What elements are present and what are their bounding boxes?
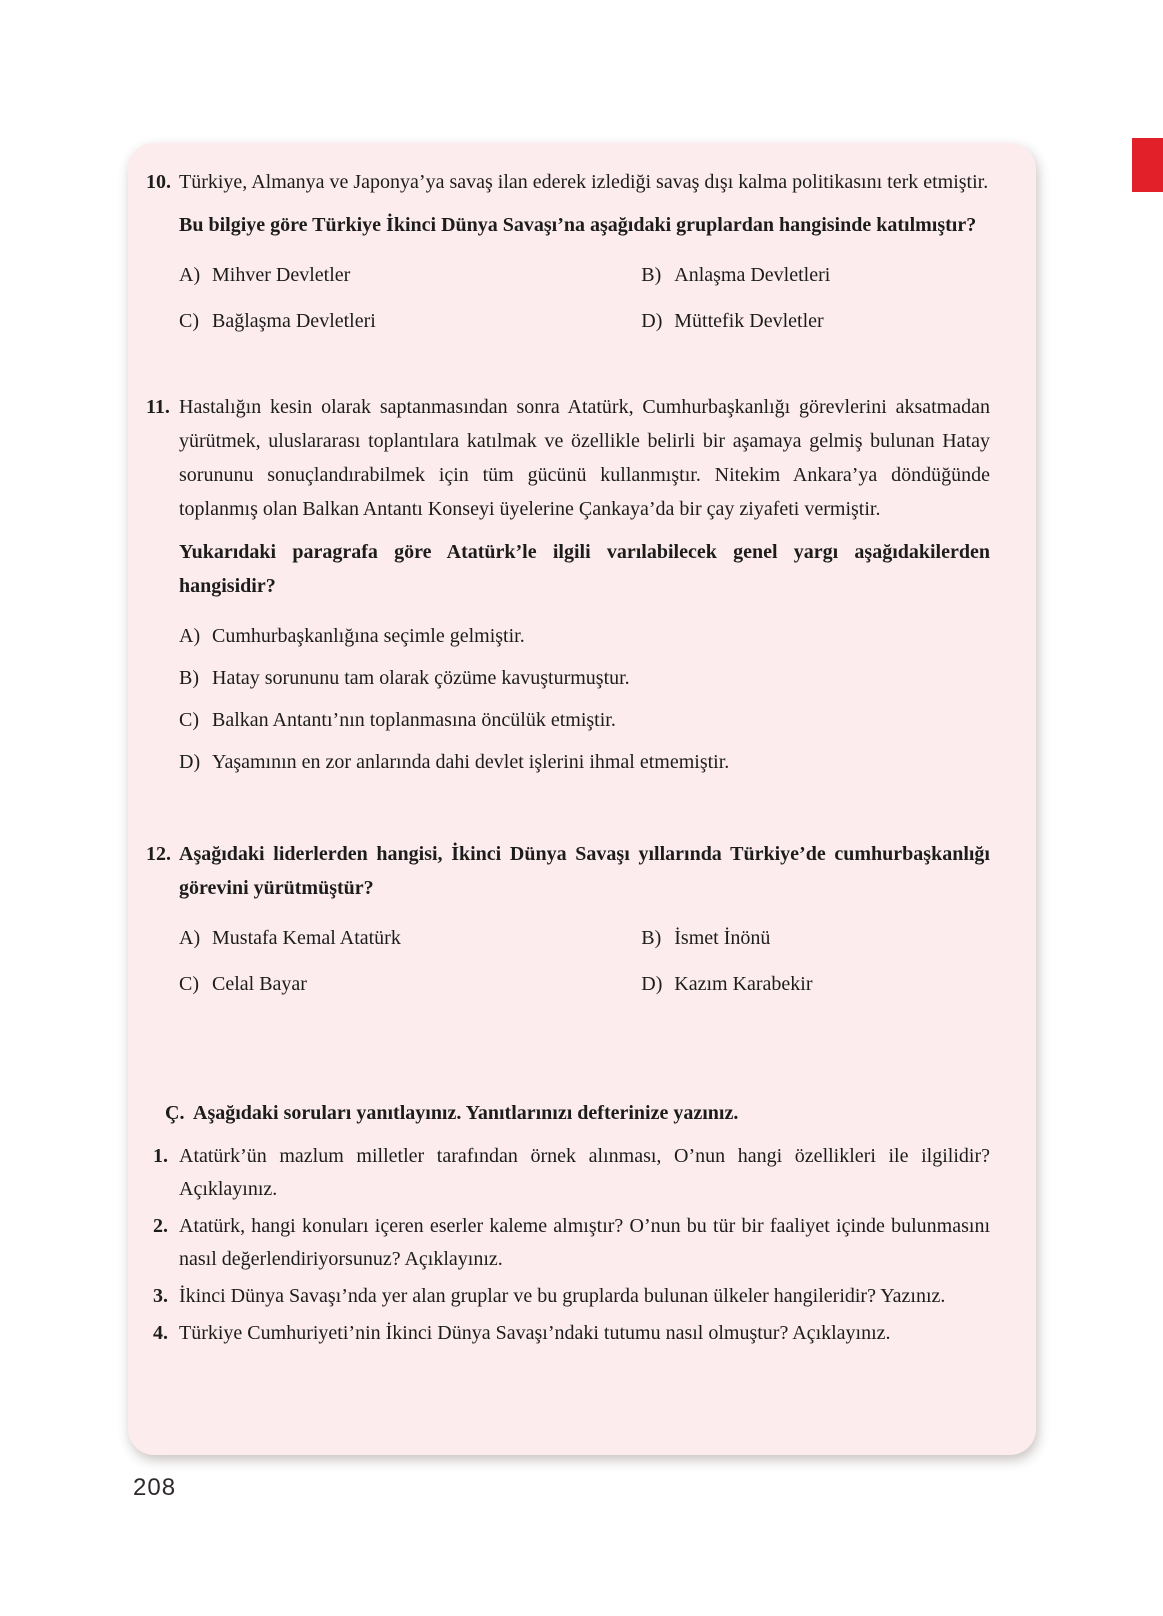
- question-12-option-a: [179, 921, 641, 955]
- open-question-4: [153, 1317, 990, 1350]
- question-11-option-c: [179, 703, 990, 737]
- question-10-intro: Türkiye, Almanya ve Japonya’ya savaş ilan ederek izlediği savaş dışı kalma politikasını terk etmiştir.: [179, 171, 989, 193]
- question-12-option-d: [641, 967, 990, 1001]
- option-label: C): [179, 310, 199, 332]
- question-11-number: 11.: [146, 396, 170, 418]
- question-12-option-c: [179, 967, 641, 1001]
- question-11-option-b: [179, 661, 990, 695]
- option-text: Celal Bayar: [212, 973, 307, 995]
- question-10-stem: Bu bilgiye göre Türkiye İkinci Dünya Savaşı’na aşağıdaki gruplardan hangisinde katılmıştır?: [179, 214, 977, 236]
- question-10-option-b: [641, 258, 990, 292]
- option-text: Mihver Devletler: [212, 264, 351, 286]
- open-question-text: İkinci Dünya Savaşı’nda yer alan gruplar ve bu gruplarda bulunan ülkeler hangileridir? Yazınız.: [179, 1285, 946, 1307]
- question-12-option-b: [641, 921, 990, 955]
- option-text: Müttefik Devletler: [674, 310, 824, 332]
- option-text: Hatay sorununu tam olarak çözüme kavuşturmuştur.: [212, 667, 630, 689]
- open-question-number: 3.: [153, 1285, 168, 1307]
- open-section-header: [165, 1097, 990, 1130]
- option-label: B): [641, 264, 662, 286]
- open-question-number: 4.: [153, 1322, 168, 1344]
- option-text: Bağlaşma Devletleri: [212, 310, 376, 332]
- question-12-options: [179, 921, 990, 1001]
- option-label: C): [179, 709, 199, 731]
- open-question-3: [153, 1280, 990, 1313]
- option-text: Kazım Karabekir: [674, 973, 813, 995]
- option-text: Yaşamının en zor anlarında dahi devlet işlerini ihmal etmemiştir.: [212, 751, 730, 773]
- open-questions-section: [146, 1097, 990, 1350]
- open-question-text: Atatürk’ün mazlum milletler tarafından örnek alınması, O’nun hangi özellikleri ile ilgilidir? Açıklayınız.: [179, 1145, 990, 1200]
- option-label: B): [179, 667, 199, 689]
- question-11-option-a: [179, 619, 990, 653]
- question-11-options: [179, 619, 990, 779]
- question-11-option-d: [179, 745, 990, 779]
- question-12-stem: Aşağıdaki liderlerden hangisi, İkinci Dünya Savaşı yıllarında Türkiye’de cumhurbaşkanlığı görevini yürütmüştür?: [179, 843, 990, 899]
- option-label: A): [179, 927, 201, 949]
- page-number: 208: [133, 1474, 177, 1501]
- option-label: A): [179, 264, 201, 286]
- question-10-option-a: [179, 258, 641, 292]
- option-label: D): [641, 310, 663, 332]
- open-question-text: Türkiye Cumhuriyeti’nin İkinci Dünya Savaşı’ndaki tutumu nasıl olmuştur? Açıklayınız.: [179, 1322, 891, 1344]
- question-10-option-d: [641, 304, 990, 338]
- open-section-title: Aşağıdaki soruları yanıtlayınız. Yanıtlarınızı defterinize yazınız.: [193, 1102, 739, 1124]
- option-label: D): [179, 751, 201, 773]
- open-section-label: Ç.: [165, 1102, 185, 1124]
- option-label: B): [641, 927, 662, 949]
- question-10-options: [179, 258, 990, 338]
- question-11-intro: Hastalığın kesin olarak saptanmasından sonra Atatürk, Cumhurbaşkanlığı görevlerini aksatmadan yürütmek, uluslararası toplantılara katılmak ve özellikle belirli bir aşamaya gelmiş bulunan Hatay sorununu sonuçlandırabilmek için tüm gücünü kullanmıştır. Nitekim Ankara’ya döndüğünde toplanmış olan Balkan Antantı Konseyi üyelerine Çankaya’da bir çay ziyafeti vermiştir.: [179, 396, 990, 520]
- question-12-number: 12.: [146, 843, 171, 865]
- chapter-color-tab: [1132, 138, 1163, 192]
- question-11: [146, 390, 990, 787]
- option-text: İsmet İnönü: [674, 927, 771, 949]
- option-label: A): [179, 625, 201, 647]
- open-question-number: 2.: [153, 1215, 168, 1237]
- question-12: [146, 837, 990, 1001]
- question-10: [146, 165, 990, 338]
- question-10-option-c: [179, 304, 641, 338]
- option-text: Anlaşma Devletleri: [674, 264, 831, 286]
- exercise-card: [128, 143, 1036, 1455]
- option-text: Mustafa Kemal Atatürk: [212, 927, 401, 949]
- option-label: C): [179, 973, 199, 995]
- option-text: Cumhurbaşkanlığına seçimle gelmiştir.: [212, 625, 525, 647]
- open-question-text: Atatürk, hangi konuları içeren eserler kaleme almıştır? O’nun bu tür bir faaliyet içinde bulunmasını nasıl değerlendiriyorsunuz? Açıklayınız.: [179, 1215, 990, 1270]
- question-11-stem: Yukarıdaki paragrafa göre Atatürk’le ilgili varılabilecek genel yargı aşağıdakilerden hangisidir?: [179, 541, 990, 597]
- open-question-1: [153, 1140, 990, 1206]
- open-question-number: 1.: [153, 1145, 168, 1167]
- option-text: Balkan Antantı’nın toplanmasına öncülük etmiştir.: [212, 709, 616, 731]
- question-10-number: 10.: [146, 171, 171, 193]
- open-question-2: [153, 1210, 990, 1276]
- option-label: D): [641, 973, 663, 995]
